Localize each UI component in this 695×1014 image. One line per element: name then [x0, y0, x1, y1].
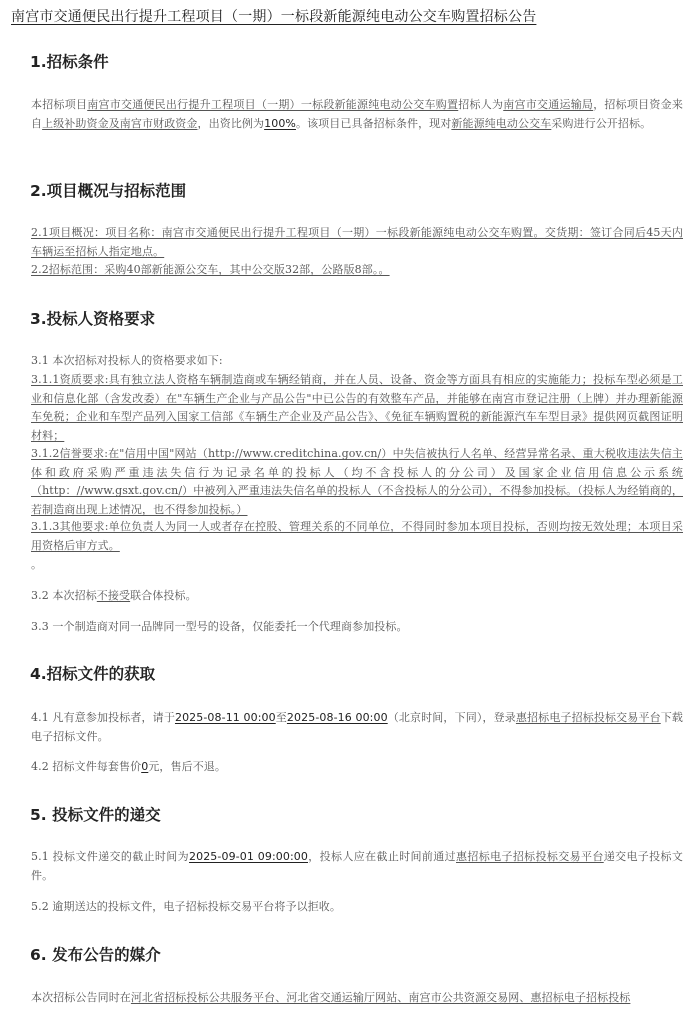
price-value: 0	[141, 760, 149, 773]
fund-ratio: 100%	[264, 116, 296, 130]
qualification-intro: 3.1 本次招标对投标人的资格要求如下:	[31, 354, 223, 367]
procurement-target: 新能源纯电动公交车	[451, 116, 552, 130]
other-requirement: 3.1.3其他要求:单位负责人为同一人或者存在控股、管理关系的不同单位，不得同时参加本项目投标，否则均按无效处理；本项目采用资格后审方式。	[31, 520, 683, 552]
s1-text: 招标人为	[458, 98, 504, 111]
document-price	[31, 758, 683, 777]
section-5-heading: 5. 投标文件的递交	[30, 806, 161, 824]
consortium-text: 联合体投标。	[130, 589, 197, 602]
acq-text: 4.1 凡有意参加投标者，请于	[31, 711, 175, 724]
media-list[interactable]: 河北省招标投标公共服务平台、河北省交通运输厅网站、南宫市公共资源交易网、惠招标电子招标投标	[130, 991, 631, 1004]
platform-link[interactable]: 惠招标电子招标投标交易平台	[456, 850, 604, 863]
project-overview: 2.1项目概况：项目名称：南宫市交通便民出行提升工程项目（一期）一标段新能源纯电动公交车购置。交货期：签订合同后45天内车辆运至招标人指定地点。	[31, 226, 683, 258]
stray-punctuation: 。	[31, 558, 43, 571]
fund-source: 上级补助资金及南宫市财政资金	[42, 116, 198, 130]
not-accepted: 不接受	[96, 589, 131, 602]
section-2-heading: 2.项目概况与招标范围	[30, 182, 187, 200]
section-4-heading: 4.招标文件的获取	[30, 665, 156, 683]
tender-scope: 2.2招标范围：采购40部新能源公交车，其中公交版32部，公路版8部。。	[31, 263, 390, 276]
agent-clause: 3.3 一个制造商对同一品牌同一型号的设备，仅能委托一个代理商参加投标。	[31, 620, 408, 633]
acquisition-start: 2025-08-11 00:00	[174, 711, 276, 724]
consortium-clause	[31, 587, 683, 606]
media-text: 本次招标公告同时在	[31, 991, 131, 1004]
late-rejection: 5.2 逾期送达的投标文件，电子招标投标交易平台将予以拒收。	[31, 900, 341, 913]
acquisition-end: 2025-08-16 00:00	[286, 711, 388, 724]
sub-text: ，投标人应在截止时间前通过	[308, 850, 456, 863]
acq-text: 下载电子招标文件。	[31, 711, 683, 743]
acq-text: 至	[275, 711, 287, 724]
sub-text: 递交电子投标文件。	[31, 850, 683, 882]
credit-requirement: 3.1.2信誉要求:在"信用中国"网站（http://www.creditchina.gov.cn/）中失信被执行人名单、经营异常名录、重大税收违法失信主体和政府采购严重违法失信行为记录名单的投标人（均不含投标人的分公司）及国家企业信用信息公示系统（http：//www.gsxt.gov.cn/）中被列入严重违法失信名单的投标人（不含投标人的分公司），不得参加投标。（投标人为经销商的，若制造商出现上述情况，也不得参加投标。）	[31, 447, 683, 516]
s1-text: ，出资比例为	[197, 116, 265, 130]
price-text: 4.2 招标文件每套售价	[31, 760, 142, 773]
qualification-requirement: 3.1.1资质要求:具有独立法人资格车辆制造商或车辆经销商，并在人员、设备、资金等方面具有相应的实施能力；投标车型必须是工业和信息化部（含发改委）在"车辆生产企业与产品公告"中已公告的有效整车产品，并能够在南宫市登记注册（上牌）并办理新能源车免税；企业和车型产品列入国家工信部《车辆生产企业及产品公告》、《免征车辆购置税的新能源汽车车型目录》提供网页截图证明材料；	[31, 373, 683, 442]
document-acquisition	[31, 709, 683, 746]
section-1-heading: 1.招标条件	[30, 53, 109, 71]
section-3-heading: 3.投标人资格要求	[30, 310, 156, 328]
sub-text: 5.1 投标文件递交的截止时间为	[31, 850, 190, 863]
acq-text: （北京时间，下同），登录	[387, 711, 516, 724]
section-1-body	[31, 96, 683, 133]
s1-text: 采购进行公开招标。	[551, 116, 652, 130]
price-text: 元，售后不退。	[148, 760, 227, 773]
publication-media	[31, 989, 683, 1008]
section-6-heading: 6. 发布公告的媒介	[30, 946, 161, 964]
s1-text: 。该项目已具备招标条件，现对	[295, 116, 452, 130]
submission-deadline	[31, 848, 683, 885]
tenderer-name: 南宫市交通运输局	[503, 98, 594, 111]
platform-link[interactable]: 惠招标电子招标投标交易平台	[515, 711, 661, 724]
consortium-text: 3.2 本次招标	[31, 589, 97, 602]
project-name: 南宫市交通便民出行提升工程项目（一期）一标段新能源纯电动公交车购置	[87, 98, 459, 111]
deadline-value: 2025-09-01 09:00:00	[189, 850, 309, 863]
s1-text: ，招标项目资金来自	[31, 98, 683, 130]
page-title: 南宫市交通便民出行提升工程项目（一期）一标段新能源纯电动公交车购置招标公告	[11, 9, 537, 25]
s1-text: 本招标项目	[31, 98, 88, 111]
